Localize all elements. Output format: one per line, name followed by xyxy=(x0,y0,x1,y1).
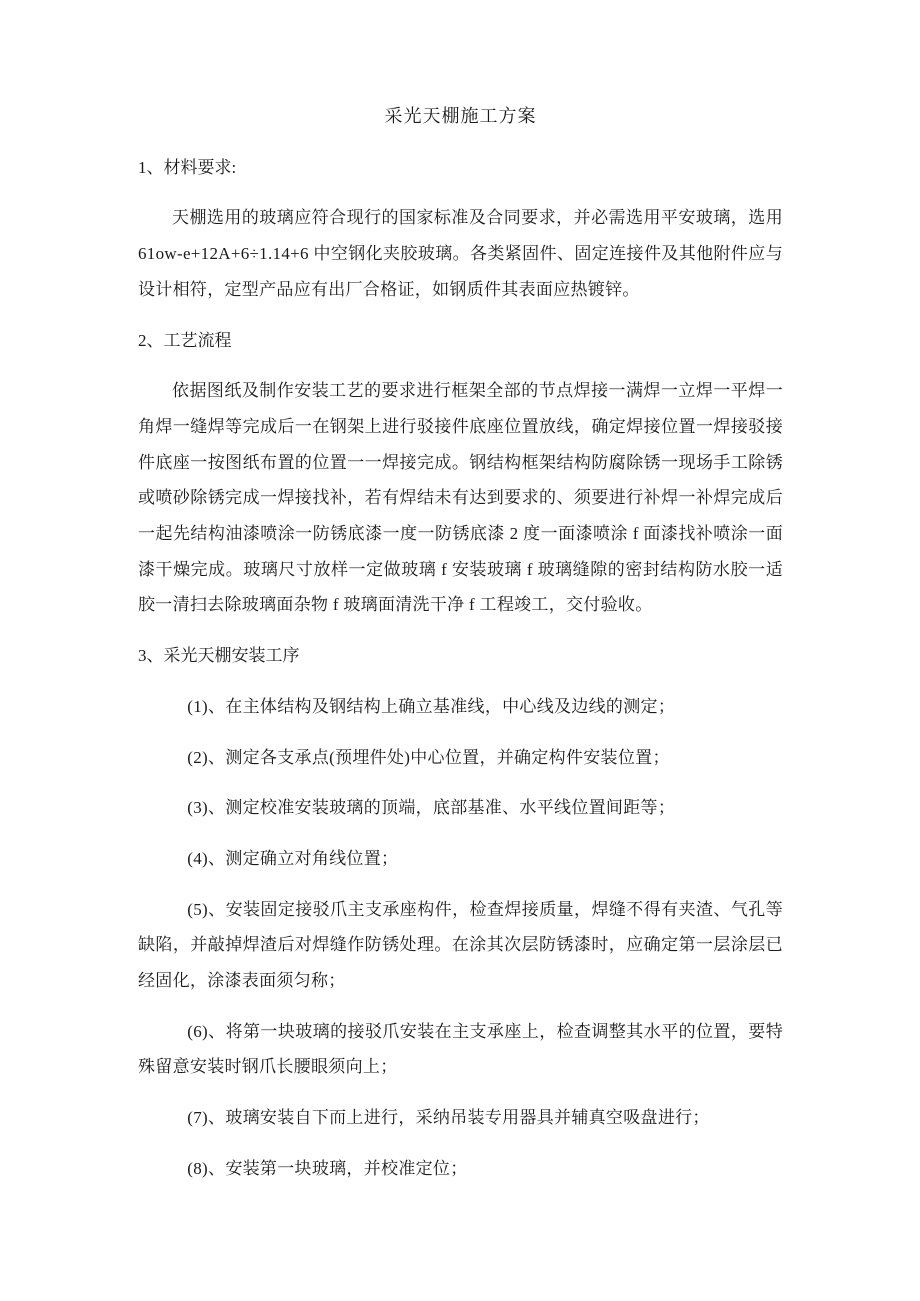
material-requirements-paragraph: 天棚选用的玻璃应符合现行的国家标准及合同要求，并必需选用平安玻璃，选用61ow-e+12A+6÷1.14+6 中空钢化夹胶玻璃。各类紧固件、固定连接件及其他附件应与设计相符，定型产品应有出厂合格证，如钢质件其表面应热镀锌。 xyxy=(138,208,783,299)
install-step-6: (6)、将第一块玻璃的接驳爪安装在主支承座上，检查调整其水平的位置，要特殊留意安装时钢爪长腰眼须向上； xyxy=(138,1021,783,1077)
section-heading-material-requirements: 1、材料要求: xyxy=(138,157,237,177)
install-step-8: (8)、安装第一块玻璃，并校准定位； xyxy=(187,1158,468,1178)
install-step-7: (7)、玻璃安装自下而上进行，采纳吊装专用器具并辅真空吸盘进行； xyxy=(187,1108,710,1128)
install-step-5: (5)、安装固定接驳爪主支承座构件，检查焊接质量，焊缝不得有夹渣、气孔等缺陷，并敲掉焊渣后对焊缝作防锈处理。在涂其次层防锈漆时，应确定第一层涂层已经固化，涂漆表面须匀称； xyxy=(138,899,783,991)
install-step-3: (3)、测定校准安装玻璃的顶端，底部基准、水平线位置间距等； xyxy=(187,798,676,818)
section-heading-installation-sequence: 3、采光天棚安装工序 xyxy=(138,646,300,666)
process-flow-paragraph: 依据图纸及制作安装工艺的要求进行框架全部的节点焊接一满焊一立焊一平焊一角焊一缝焊等完成后一在钢架上进行驳接件底座位置放线，确定焊接位置一焊接驳接件底座一按图纸布置的位置一一焊接完成。钢结构框架结构防腐除锈一现场手工除锈或喷砂除锈完成一焊接找补，若有焊结未有达到要求的、须要进行补焊一补焊完成后一起先结构油漆喷涂一防锈底漆一度一防锈底漆 2 度一面漆喷涂 f 面漆找补喷涂一面漆干燥完成。玻璃尺寸放样一定做玻璃 f 安装玻璃 f 玻璃缝隙的密封结构防水胶一适胶一清扫去除玻璃面杂物 f 玻璃面清洗干净 f 工程竣工，交付验收。 xyxy=(138,381,783,615)
install-step-4: (4)、测定确立对角线位置； xyxy=(187,848,399,868)
document-title: 采光天棚施工方案 xyxy=(384,106,537,126)
section-heading-process-flow: 2、工艺流程 xyxy=(138,330,232,350)
install-step-1: (1)、在主体结构及钢结构上确立基准线，中心线及边线的测定； xyxy=(187,696,676,716)
install-step-2: (2)、测定各支承点(预埋件处)中心位置，并确定构件安装位置； xyxy=(187,747,670,767)
